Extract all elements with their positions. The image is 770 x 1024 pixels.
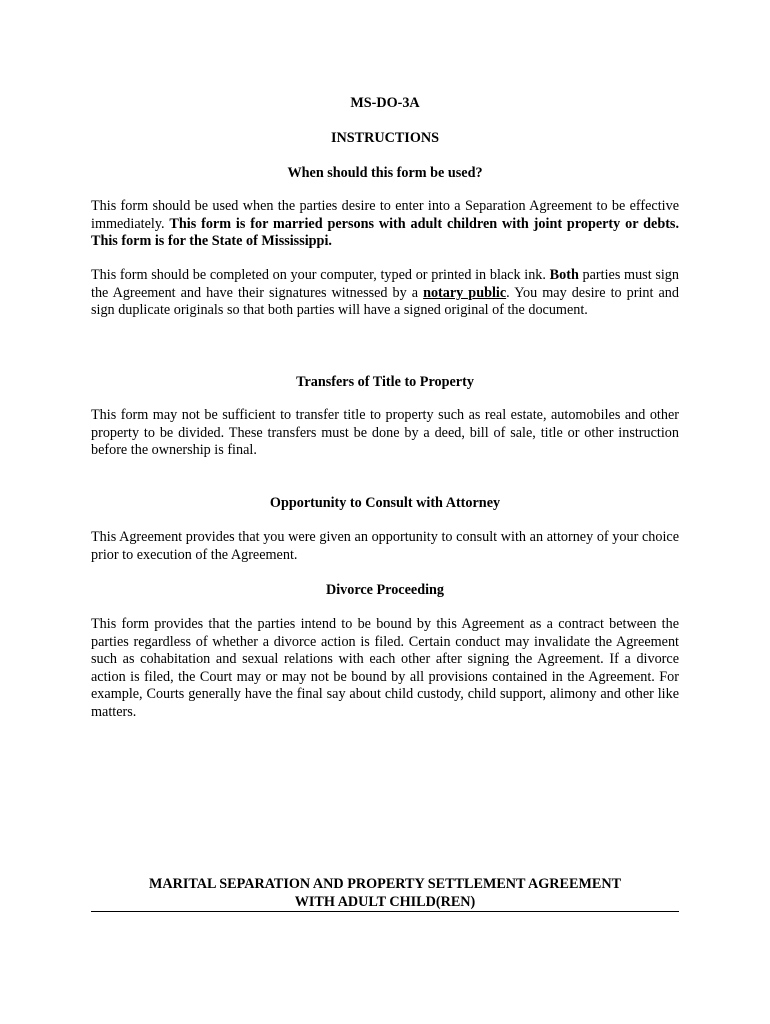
paragraph-usage-text: This form should be used when the parties desire to enter into a Separation Agreement to be effective immediately. (91, 198, 679, 232)
agreement-title (91, 876, 679, 912)
when-heading: When should this form be used? (287, 165, 483, 181)
paragraph-completion-part2: parties must sign the Agreement and have their signatures witnessed by a (91, 267, 679, 301)
paragraph-completion-part1: This form should be completed on your computer, typed or printed in black ink. (91, 267, 550, 283)
paragraph-completion-both: Both (549, 267, 579, 283)
paragraph-usage-bold: This form is for married persons with adult children with joint property or debts. This form is for the State of Mississippi. (91, 215, 679, 250)
transfers-heading: Transfers of Title to Property (296, 374, 474, 390)
agreement-title-line1: MARITAL SEPARATION AND PROPERTY SETTLEMENT AGREEMENT (148, 876, 622, 892)
attorney-heading: Opportunity to Consult with Attorney (269, 495, 501, 511)
paragraph-divorce: This form provides that the parties intend to be bound by this Agreement as a contract between the parties regardless of whether a divorce action is filed. Certain conduct may invalidate the Agreement such as cohabitation and sexual relations with each other after signing the Agreement. If a divorce action is filed, the Court may or may not be bound by all provisions contained in the Agreement. For example, Courts generally have the final say about child custody, child support, alimony and other like matters. (91, 616, 679, 720)
paragraph-completion-part3: . You may desire to print and sign duplicate originals so that both parties will have a signed original of the document. (91, 284, 679, 319)
divorce-heading: Divorce Proceeding (325, 582, 445, 598)
instructions-heading: INSTRUCTIONS (330, 130, 439, 146)
paragraph-attorney: This Agreement provides that you were given an opportunity to consult with an attorney of your choice prior to execution of the Agreement. (91, 529, 679, 563)
notary-public-text: notary public (423, 284, 507, 301)
paragraph-transfers: This form may not be sufficient to transfer title to property such as real estate, automobiles and other property to be divided. These transfers must be done by a deed, bill of sale, title or other instruction before the ownership is final. (91, 407, 679, 459)
agreement-title-line2: WITH ADULT CHILD(REN) (294, 893, 476, 910)
paragraph-usage (91, 198, 679, 251)
paragraph-completion (91, 267, 679, 320)
form-id: MS-DO-3A (350, 95, 420, 111)
